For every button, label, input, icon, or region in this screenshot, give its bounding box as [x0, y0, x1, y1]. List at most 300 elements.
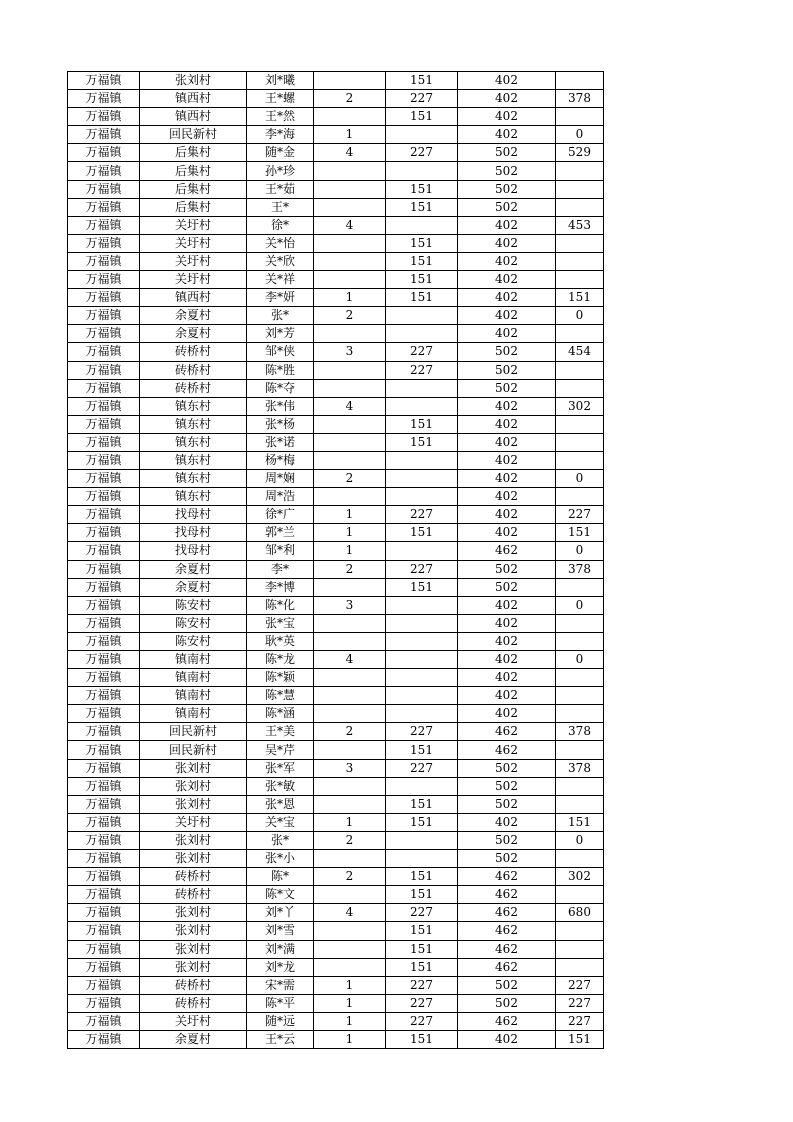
name-cell: 王*: [247, 198, 314, 216]
total-cell: [556, 958, 604, 976]
amount-b-cell: 502: [458, 795, 556, 813]
total-cell: 378: [556, 560, 604, 578]
amount-b-cell: 402: [458, 397, 556, 415]
village-cell: 砖桥村: [140, 976, 247, 994]
village-cell: 张刘村: [140, 904, 247, 922]
table-row: [68, 397, 604, 415]
amount-a-cell: 151: [386, 922, 458, 940]
amount-b-cell: 402: [458, 415, 556, 433]
town-cell: 万福镇: [68, 180, 140, 198]
household-count-cell: [314, 271, 386, 289]
table-row: [68, 1012, 604, 1030]
amount-b-cell: 502: [458, 180, 556, 198]
name-cell: 陈*: [247, 868, 314, 886]
table-row: [68, 560, 604, 578]
total-cell: [556, 777, 604, 795]
village-cell: 回民新村: [140, 741, 247, 759]
name-cell: 刘*龙: [247, 958, 314, 976]
total-cell: [556, 669, 604, 687]
amount-a-cell: [386, 470, 458, 488]
total-cell: [556, 922, 604, 940]
name-cell: 陈*文: [247, 886, 314, 904]
household-count-cell: 1: [314, 126, 386, 144]
amount-a-cell: [386, 379, 458, 397]
name-cell: 邹*侠: [247, 343, 314, 361]
name-cell: 刘*满: [247, 940, 314, 958]
table-row: [68, 470, 604, 488]
amount-b-cell: 502: [458, 578, 556, 596]
household-count-cell: [314, 361, 386, 379]
household-count-cell: [314, 777, 386, 795]
town-cell: 万福镇: [68, 723, 140, 741]
amount-b-cell: 502: [458, 162, 556, 180]
total-cell: 0: [556, 651, 604, 669]
village-cell: 关圩村: [140, 271, 247, 289]
household-count-cell: 1: [314, 524, 386, 542]
table-row: [68, 669, 604, 687]
name-cell: 王*然: [247, 108, 314, 126]
household-count-cell: 3: [314, 596, 386, 614]
amount-a-cell: 227: [386, 90, 458, 108]
amount-b-cell: 502: [458, 198, 556, 216]
household-count-cell: [314, 687, 386, 705]
town-cell: 万福镇: [68, 795, 140, 813]
town-cell: 万福镇: [68, 759, 140, 777]
town-cell: 万福镇: [68, 72, 140, 90]
table-row: [68, 705, 604, 723]
table-row: [68, 488, 604, 506]
table-row: [68, 759, 604, 777]
town-cell: 万福镇: [68, 868, 140, 886]
name-cell: 刘*雪: [247, 922, 314, 940]
amount-a-cell: [386, 397, 458, 415]
household-count-cell: 1: [314, 994, 386, 1012]
village-cell: 余夏村: [140, 325, 247, 343]
town-cell: 万福镇: [68, 831, 140, 849]
village-cell: 镇西村: [140, 90, 247, 108]
town-cell: 万福镇: [68, 904, 140, 922]
village-cell: 镇西村: [140, 108, 247, 126]
village-cell: 镇东村: [140, 433, 247, 451]
household-count-cell: [314, 632, 386, 650]
village-cell: 余夏村: [140, 578, 247, 596]
amount-b-cell: 402: [458, 252, 556, 270]
name-cell: 吴*芹: [247, 741, 314, 759]
household-count-cell: 2: [314, 723, 386, 741]
amount-a-cell: 227: [386, 1012, 458, 1030]
village-cell: 后集村: [140, 198, 247, 216]
table-row: [68, 90, 604, 108]
amount-a-cell: [386, 687, 458, 705]
amount-b-cell: 502: [458, 831, 556, 849]
amount-b-cell: 402: [458, 451, 556, 469]
town-cell: 万福镇: [68, 144, 140, 162]
household-count-cell: 3: [314, 759, 386, 777]
town-cell: 万福镇: [68, 234, 140, 252]
village-cell: 余夏村: [140, 307, 247, 325]
town-cell: 万福镇: [68, 886, 140, 904]
amount-a-cell: [386, 325, 458, 343]
village-cell: 找母村: [140, 542, 247, 560]
amount-b-cell: 402: [458, 72, 556, 90]
household-count-cell: [314, 72, 386, 90]
table-row: [68, 289, 604, 307]
village-cell: 找母村: [140, 506, 247, 524]
amount-b-cell: 402: [458, 506, 556, 524]
amount-a-cell: [386, 831, 458, 849]
town-cell: 万福镇: [68, 433, 140, 451]
town-cell: 万福镇: [68, 343, 140, 361]
amount-b-cell: 462: [458, 1012, 556, 1030]
total-cell: 378: [556, 723, 604, 741]
amount-b-cell: 502: [458, 361, 556, 379]
village-cell: 张刘村: [140, 72, 247, 90]
name-cell: 陈*胜: [247, 361, 314, 379]
village-cell: 张刘村: [140, 850, 247, 868]
amount-b-cell: 402: [458, 126, 556, 144]
table-row: [68, 252, 604, 270]
name-cell: 关*怡: [247, 234, 314, 252]
table-row: [68, 343, 604, 361]
table-row: [68, 1030, 604, 1048]
table-row: [68, 542, 604, 560]
village-cell: 关圩村: [140, 216, 247, 234]
name-cell: 张*: [247, 307, 314, 325]
household-count-cell: [314, 850, 386, 868]
household-count-cell: [314, 669, 386, 687]
amount-b-cell: 402: [458, 488, 556, 506]
name-cell: 陈*夺: [247, 379, 314, 397]
village-cell: 镇东村: [140, 470, 247, 488]
table-row: [68, 307, 604, 325]
town-cell: 万福镇: [68, 922, 140, 940]
village-cell: 镇东村: [140, 397, 247, 415]
town-cell: 万福镇: [68, 687, 140, 705]
amount-b-cell: 402: [458, 307, 556, 325]
household-count-cell: [314, 162, 386, 180]
total-cell: [556, 198, 604, 216]
amount-b-cell: 402: [458, 614, 556, 632]
table-row: [68, 651, 604, 669]
total-cell: [556, 795, 604, 813]
total-cell: 0: [556, 307, 604, 325]
household-count-cell: [314, 198, 386, 216]
household-count-cell: 4: [314, 144, 386, 162]
total-cell: 0: [556, 831, 604, 849]
table-row: [68, 994, 604, 1012]
village-cell: 余夏村: [140, 1030, 247, 1048]
name-cell: 徐*广: [247, 506, 314, 524]
name-cell: 孙*珍: [247, 162, 314, 180]
household-count-cell: 2: [314, 90, 386, 108]
amount-a-cell: 227: [386, 904, 458, 922]
name-cell: 随*金: [247, 144, 314, 162]
amount-b-cell: 502: [458, 850, 556, 868]
total-cell: 302: [556, 397, 604, 415]
village-cell: 张刘村: [140, 940, 247, 958]
amount-a-cell: 151: [386, 958, 458, 976]
village-cell: 陈安村: [140, 614, 247, 632]
amount-b-cell: 502: [458, 560, 556, 578]
amount-a-cell: 227: [386, 506, 458, 524]
name-cell: 刘*丫: [247, 904, 314, 922]
town-cell: 万福镇: [68, 813, 140, 831]
household-count-cell: [314, 922, 386, 940]
name-cell: 徐*: [247, 216, 314, 234]
household-count-cell: [314, 433, 386, 451]
town-cell: 万福镇: [68, 506, 140, 524]
name-cell: 张*小: [247, 850, 314, 868]
town-cell: 万福镇: [68, 451, 140, 469]
table-body: [68, 72, 604, 1049]
amount-b-cell: 402: [458, 524, 556, 542]
village-cell: 砖桥村: [140, 868, 247, 886]
amount-a-cell: [386, 307, 458, 325]
town-cell: 万福镇: [68, 614, 140, 632]
table-row: [68, 216, 604, 234]
household-count-cell: 4: [314, 397, 386, 415]
household-count-cell: [314, 451, 386, 469]
name-cell: 周*娴: [247, 470, 314, 488]
amount-b-cell: 402: [458, 271, 556, 289]
amount-b-cell: 502: [458, 759, 556, 777]
total-cell: [556, 451, 604, 469]
village-cell: 张刘村: [140, 831, 247, 849]
amount-b-cell: 502: [458, 994, 556, 1012]
amount-a-cell: [386, 488, 458, 506]
total-cell: [556, 433, 604, 451]
amount-a-cell: 151: [386, 198, 458, 216]
name-cell: 陈*涵: [247, 705, 314, 723]
amount-b-cell: 462: [458, 868, 556, 886]
amount-a-cell: 151: [386, 524, 458, 542]
village-cell: 陈安村: [140, 596, 247, 614]
household-count-cell: [314, 940, 386, 958]
table-row: [68, 723, 604, 741]
amount-a-cell: [386, 614, 458, 632]
household-count-cell: [314, 325, 386, 343]
table-row: [68, 198, 604, 216]
table-row: [68, 325, 604, 343]
amount-a-cell: [386, 162, 458, 180]
amount-a-cell: 227: [386, 361, 458, 379]
total-cell: [556, 741, 604, 759]
total-cell: [556, 162, 604, 180]
table-row: [68, 940, 604, 958]
table-row: [68, 361, 604, 379]
amount-a-cell: 151: [386, 813, 458, 831]
amount-a-cell: 151: [386, 271, 458, 289]
town-cell: 万福镇: [68, 524, 140, 542]
total-cell: [556, 488, 604, 506]
table-row: [68, 415, 604, 433]
table-row: [68, 741, 604, 759]
amount-b-cell: 402: [458, 669, 556, 687]
amount-b-cell: 402: [458, 813, 556, 831]
household-count-cell: 2: [314, 307, 386, 325]
table-row: [68, 72, 604, 90]
household-count-cell: [314, 415, 386, 433]
amount-b-cell: 402: [458, 234, 556, 252]
amount-b-cell: 462: [458, 886, 556, 904]
household-count-cell: 2: [314, 560, 386, 578]
name-cell: 关*宝: [247, 813, 314, 831]
amount-b-cell: 402: [458, 216, 556, 234]
amount-b-cell: 502: [458, 379, 556, 397]
table-row: [68, 850, 604, 868]
town-cell: 万福镇: [68, 397, 140, 415]
household-count-cell: [314, 705, 386, 723]
household-count-cell: 1: [314, 1012, 386, 1030]
amount-b-cell: 462: [458, 723, 556, 741]
total-cell: [556, 850, 604, 868]
household-count-cell: [314, 488, 386, 506]
table-row: [68, 922, 604, 940]
amount-b-cell: 502: [458, 777, 556, 795]
household-count-cell: [314, 578, 386, 596]
amount-a-cell: 151: [386, 795, 458, 813]
amount-b-cell: 402: [458, 433, 556, 451]
amount-b-cell: 402: [458, 596, 556, 614]
town-cell: 万福镇: [68, 651, 140, 669]
village-cell: 后集村: [140, 180, 247, 198]
total-cell: [556, 325, 604, 343]
table-row: [68, 614, 604, 632]
household-count-cell: [314, 234, 386, 252]
village-cell: 关圩村: [140, 234, 247, 252]
name-cell: 王*云: [247, 1030, 314, 1048]
total-cell: 227: [556, 976, 604, 994]
household-count-cell: [314, 886, 386, 904]
total-cell: 227: [556, 506, 604, 524]
table-row: [68, 904, 604, 922]
village-cell: 镇南村: [140, 669, 247, 687]
name-cell: 陈*龙: [247, 651, 314, 669]
total-cell: 453: [556, 216, 604, 234]
town-cell: 万福镇: [68, 850, 140, 868]
name-cell: 郭*兰: [247, 524, 314, 542]
table-row: [68, 379, 604, 397]
town-cell: 万福镇: [68, 578, 140, 596]
amount-a-cell: [386, 850, 458, 868]
total-cell: [556, 234, 604, 252]
total-cell: 680: [556, 904, 604, 922]
total-cell: 151: [556, 813, 604, 831]
village-cell: 后集村: [140, 162, 247, 180]
household-count-cell: [314, 614, 386, 632]
total-cell: [556, 379, 604, 397]
table-row: [68, 795, 604, 813]
table-row: [68, 813, 604, 831]
total-cell: [556, 705, 604, 723]
total-cell: 227: [556, 994, 604, 1012]
town-cell: 万福镇: [68, 126, 140, 144]
name-cell: 张*宝: [247, 614, 314, 632]
town-cell: 万福镇: [68, 560, 140, 578]
table-row: [68, 180, 604, 198]
amount-b-cell: 462: [458, 542, 556, 560]
town-cell: 万福镇: [68, 162, 140, 180]
name-cell: 李*: [247, 560, 314, 578]
amount-b-cell: 402: [458, 705, 556, 723]
name-cell: 陈*化: [247, 596, 314, 614]
total-cell: [556, 72, 604, 90]
household-count-cell: [314, 958, 386, 976]
amount-a-cell: 151: [386, 578, 458, 596]
household-count-cell: 1: [314, 976, 386, 994]
amount-a-cell: 227: [386, 994, 458, 1012]
name-cell: 张*杨: [247, 415, 314, 433]
name-cell: 邹*利: [247, 542, 314, 560]
town-cell: 万福镇: [68, 216, 140, 234]
name-cell: 刘*曦: [247, 72, 314, 90]
town-cell: 万福镇: [68, 1012, 140, 1030]
amount-b-cell: 462: [458, 958, 556, 976]
total-cell: [556, 108, 604, 126]
town-cell: 万福镇: [68, 958, 140, 976]
town-cell: 万福镇: [68, 415, 140, 433]
amount-a-cell: 151: [386, 108, 458, 126]
town-cell: 万福镇: [68, 488, 140, 506]
village-cell: 镇南村: [140, 705, 247, 723]
amount-b-cell: 402: [458, 470, 556, 488]
table-row: [68, 578, 604, 596]
name-cell: 周*浩: [247, 488, 314, 506]
village-cell: 余夏村: [140, 560, 247, 578]
table-row: [68, 596, 604, 614]
village-cell: 砖桥村: [140, 379, 247, 397]
amount-a-cell: 227: [386, 723, 458, 741]
amount-b-cell: 462: [458, 741, 556, 759]
town-cell: 万福镇: [68, 940, 140, 958]
town-cell: 万福镇: [68, 252, 140, 270]
total-cell: [556, 271, 604, 289]
amount-a-cell: 151: [386, 289, 458, 307]
name-cell: 陈*慧: [247, 687, 314, 705]
total-cell: 151: [556, 1030, 604, 1048]
name-cell: 关*欣: [247, 252, 314, 270]
household-count-cell: 4: [314, 216, 386, 234]
name-cell: 关*祥: [247, 271, 314, 289]
town-cell: 万福镇: [68, 669, 140, 687]
table-row: [68, 126, 604, 144]
table-row: [68, 687, 604, 705]
amount-a-cell: 151: [386, 1030, 458, 1048]
total-cell: [556, 886, 604, 904]
amount-b-cell: 462: [458, 940, 556, 958]
total-cell: 151: [556, 289, 604, 307]
table-row: [68, 777, 604, 795]
name-cell: 李*妍: [247, 289, 314, 307]
town-cell: 万福镇: [68, 542, 140, 560]
table-row: [68, 162, 604, 180]
household-count-cell: 1: [314, 506, 386, 524]
amount-a-cell: [386, 542, 458, 560]
table-row: [68, 976, 604, 994]
amount-b-cell: 402: [458, 289, 556, 307]
amount-a-cell: [386, 451, 458, 469]
table-row: [68, 524, 604, 542]
household-count-cell: [314, 108, 386, 126]
amount-a-cell: 151: [386, 433, 458, 451]
village-cell: 陈安村: [140, 632, 247, 650]
town-cell: 万福镇: [68, 994, 140, 1012]
village-cell: 砖桥村: [140, 886, 247, 904]
town-cell: 万福镇: [68, 198, 140, 216]
village-cell: 关圩村: [140, 252, 247, 270]
name-cell: 李*博: [247, 578, 314, 596]
name-cell: 李*海: [247, 126, 314, 144]
